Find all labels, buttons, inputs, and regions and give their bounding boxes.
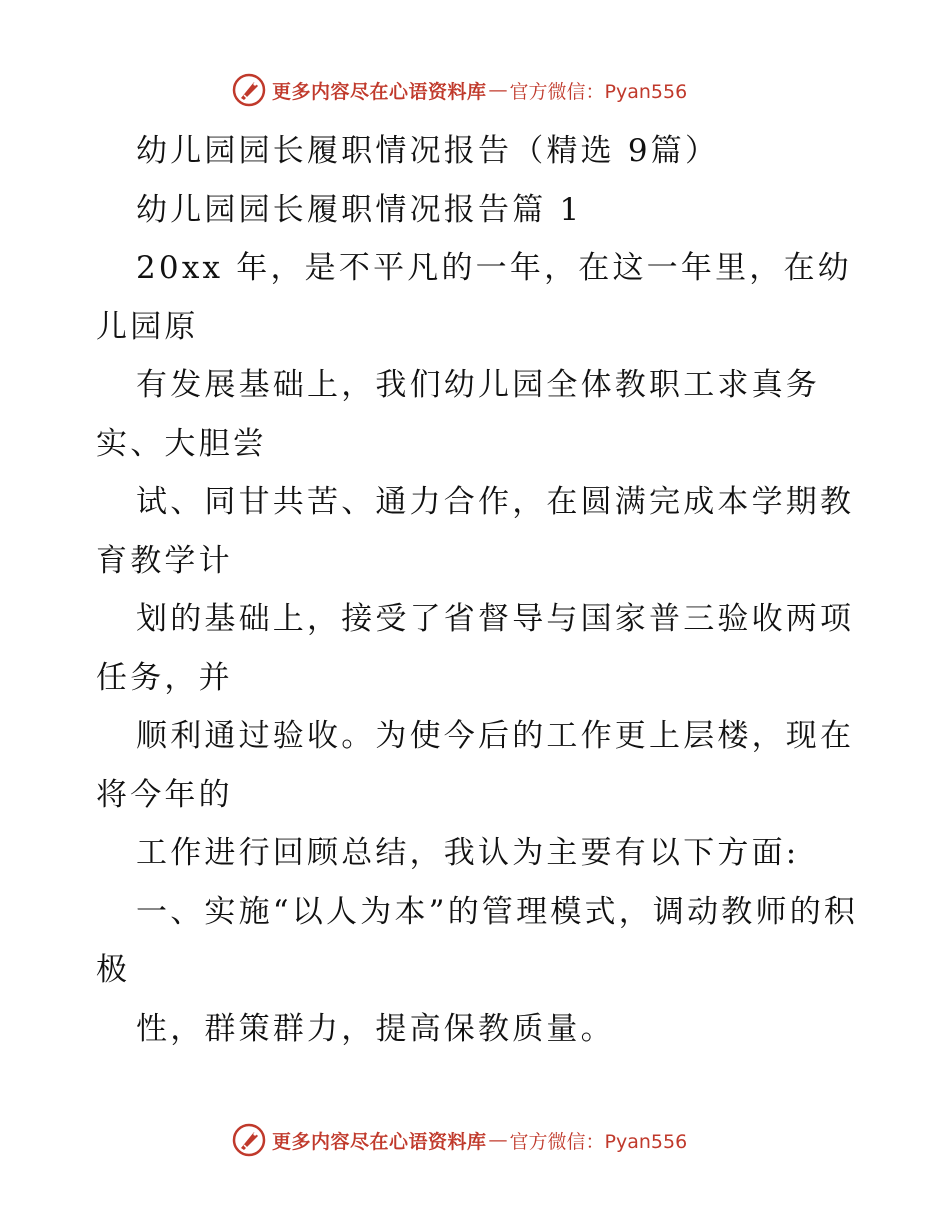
paragraph-line: 顺利通过验收。为使今后的工作更上层楼，现在将今年的: [96, 718, 855, 813]
footer-separator: —: [488, 1129, 508, 1151]
paragraph-line: 试、同甘共苦、通力合作，在圆满完成本学期教育教学计: [96, 484, 855, 579]
header-brand-text: 更多内容尽在心语资料库: [272, 80, 487, 103]
footer-wechat-text: 官方微信：Pyan556: [509, 1130, 688, 1153]
paragraph-line: 工作进行回顾总结，我认为主要有以下方面:: [136, 835, 800, 871]
section-title: 幼儿园园长履职情况报告篇 1: [136, 191, 583, 228]
header-separator: —: [488, 79, 508, 101]
document-title: 幼儿园园长履职情况报告（精选 9篇）: [136, 133, 720, 169]
paragraph-line: 一、实施“以人为本”的管理模式，调动教师的积极: [96, 893, 859, 988]
document-body: [96, 122, 866, 1058]
paragraph-line: 有发展基础上，我们幼儿园全体教职工求真务实、大胆尝: [96, 367, 820, 462]
pen-nib-logo-icon: [232, 1123, 266, 1157]
header-wechat-text: 官方微信：Pyan556: [509, 80, 688, 103]
footer-brand-text: 更多内容尽在心语资料库: [272, 1130, 487, 1153]
paragraph-line: 20xx 年，是不平凡的一年，在这一年里，在幼儿园原: [96, 250, 852, 345]
pen-nib-logo-icon: [232, 73, 266, 107]
paragraph-line: 性，群策群力，提高保教质量。: [136, 1010, 615, 1047]
footer-banner: [232, 1120, 687, 1160]
paragraph-line: 划的基础上，接受了省督导与国家普三验收两项任务，并: [96, 601, 855, 696]
header-banner: [232, 70, 687, 110]
